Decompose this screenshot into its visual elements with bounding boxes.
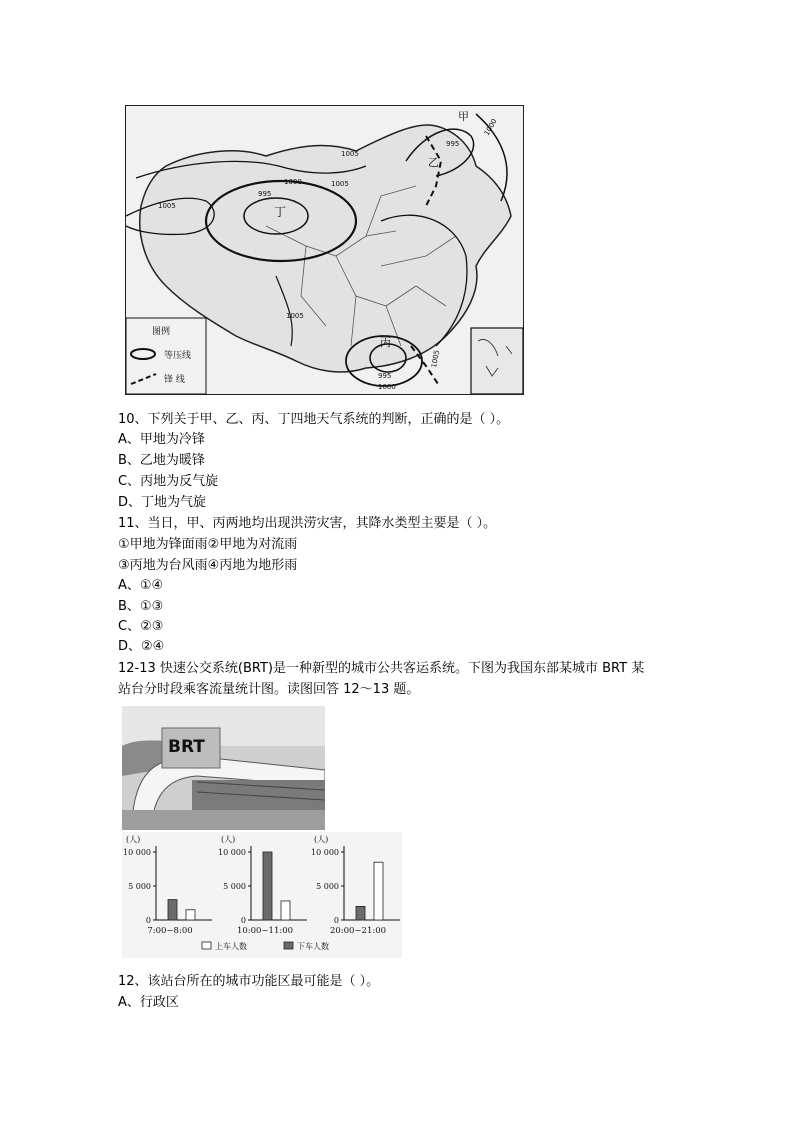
y-tick-label: 0 bbox=[145, 916, 151, 925]
weather-map bbox=[125, 105, 524, 395]
question-10: 10、下列关于甲、乙、丙、丁四地天气系统的判断，正确的是（ ）。 bbox=[118, 412, 510, 427]
isobar-label: 1005 bbox=[430, 349, 442, 369]
q11-option-d: D、②④ bbox=[118, 639, 165, 654]
q11-option-c: C、②③ bbox=[118, 619, 164, 634]
passenger-flow-svg bbox=[122, 832, 402, 958]
isobar-label: 1005 bbox=[286, 312, 304, 320]
inset-box bbox=[471, 328, 523, 394]
isobar-label: 1005 bbox=[331, 180, 349, 188]
legend-boarding-label: 上车人数 bbox=[215, 942, 247, 951]
label-bing: 丙 bbox=[380, 336, 391, 349]
q11-statements-1: ①甲地为锋面雨②甲地为对流雨 bbox=[118, 537, 298, 552]
y-axis-unit: (人) bbox=[314, 835, 329, 844]
y-axis-unit: (人) bbox=[126, 835, 141, 844]
intro-12-13-line2: 站台分时段乘客流量统计图。读图回答 12～13 题。 bbox=[118, 682, 420, 697]
brt-photo-svg bbox=[122, 706, 325, 830]
y-tick-label: 10 000 bbox=[123, 848, 151, 857]
isobar-label: 1000 bbox=[284, 178, 302, 186]
isobar-label: 1005 bbox=[341, 150, 359, 158]
q12-option-a: A、行政区 bbox=[118, 995, 179, 1010]
label-jia: 甲 bbox=[458, 110, 469, 123]
y-tick-label: 0 bbox=[333, 916, 339, 925]
weather-map-svg bbox=[126, 106, 523, 394]
isobar-label: 995 bbox=[258, 190, 272, 198]
y-tick-label: 0 bbox=[240, 916, 246, 925]
y-tick-label: 10 000 bbox=[218, 848, 246, 857]
brt-station-photo bbox=[122, 706, 325, 830]
label-ding: 丁 bbox=[274, 205, 287, 219]
isobar-label: 1000 bbox=[482, 117, 499, 137]
q10-option-a: A、甲地为冷锋 bbox=[118, 432, 205, 447]
q11-option-b: B、①③ bbox=[118, 599, 164, 614]
bar-boarding bbox=[281, 901, 290, 920]
question-11: 11、当日，甲、丙两地均出现洪涝灾害，其降水类型主要是（ ）。 bbox=[118, 516, 497, 531]
bar-alighting bbox=[263, 852, 272, 920]
q10-option-c: C、丙地为反气旋 bbox=[118, 474, 219, 489]
legend-title: 图例 bbox=[152, 327, 171, 337]
isobar-label: 995 bbox=[446, 140, 460, 148]
time-label: 10:00~11:00 bbox=[236, 926, 294, 936]
label-yi: 乙 bbox=[428, 156, 439, 169]
y-tick-label: 5 000 bbox=[223, 882, 246, 891]
map-legend bbox=[126, 318, 206, 394]
bar-alighting bbox=[356, 906, 365, 920]
bar-boarding bbox=[186, 910, 195, 920]
q11-statements-2: ③丙地为台风雨④丙地为地形雨 bbox=[118, 558, 298, 573]
passenger-flow-charts bbox=[122, 832, 402, 958]
bar-alighting bbox=[168, 900, 177, 920]
isobar-label: 995 bbox=[378, 372, 392, 380]
legend-alighting-swatch bbox=[284, 942, 293, 949]
bar-boarding bbox=[374, 862, 383, 920]
isobar-label: 1005 bbox=[158, 202, 176, 210]
brt-sign: BRT bbox=[168, 737, 205, 757]
isobar-label: 1000 bbox=[378, 383, 396, 391]
legend-alighting-label: 下车人数 bbox=[297, 942, 329, 951]
time-label: 7:00~8:00 bbox=[147, 926, 193, 936]
y-tick-label: 5 000 bbox=[316, 882, 339, 891]
q10-option-b: B、乙地为暖锋 bbox=[118, 453, 205, 468]
legend-front-label: 锋 线 bbox=[164, 375, 185, 385]
intro-12-13-line1: 12-13 快速公交系统(BRT)是一种新型的城市公共客运系统。下图为我国东部某城市 BRT 某 bbox=[118, 661, 645, 676]
legend-isobar-label: 等压线 bbox=[164, 351, 192, 361]
y-axis-unit: (人) bbox=[221, 835, 236, 844]
q11-option-a: A、①④ bbox=[118, 578, 164, 593]
y-tick-label: 10 000 bbox=[311, 848, 339, 857]
question-12: 12、该站台所在的城市功能区最可能是（ ）。 bbox=[118, 974, 380, 989]
time-label: 20:00~21:00 bbox=[329, 926, 387, 936]
q10-option-d: D、丁地为气旋 bbox=[118, 495, 207, 510]
legend-boarding-swatch bbox=[202, 942, 211, 949]
y-tick-label: 5 000 bbox=[128, 882, 151, 891]
